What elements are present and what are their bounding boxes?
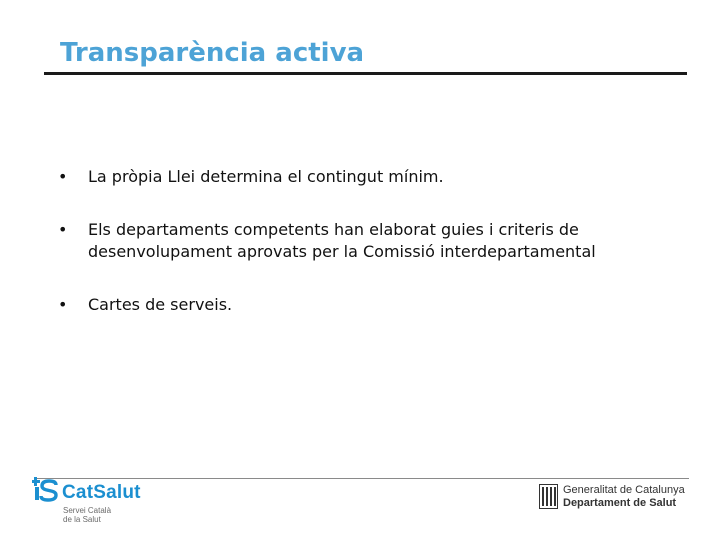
bullet-text: Els departaments competents han elaborat guies i criteris de desenvolupament aprovats per la Comissió interdepartamental [88, 220, 596, 261]
bullet-item [56, 166, 676, 188]
catsalut-subtitle [63, 506, 143, 524]
bullet-icon: • [58, 295, 68, 314]
slide-title: Transparència activa [60, 38, 365, 68]
bullet-text: La pròpia Llei determina el contingut mínim. [88, 167, 444, 186]
catsalut-logo [30, 474, 160, 530]
bullet-text: Cartes de serveis. [88, 295, 233, 314]
bullet-icon: • [58, 220, 68, 239]
generalitat-line2: Departament de Salut [563, 497, 677, 509]
catsalut-name: CatSalut [62, 482, 141, 503]
catsalut-subtitle-line2: de la Salut [63, 515, 101, 524]
bullet-item [56, 294, 676, 316]
generalitat-line1: Generalitat de Catalunya [563, 484, 685, 496]
bullet-list [56, 166, 676, 347]
catsalut-logo-icon [32, 476, 60, 502]
title-underline [44, 72, 687, 75]
bullet-item [56, 219, 676, 263]
generalitat-logo [537, 484, 697, 514]
bullet-icon: • [58, 167, 68, 186]
catsalut-subtitle-line1: Servei Català [63, 506, 112, 515]
generalitat-emblem-icon [539, 484, 559, 510]
